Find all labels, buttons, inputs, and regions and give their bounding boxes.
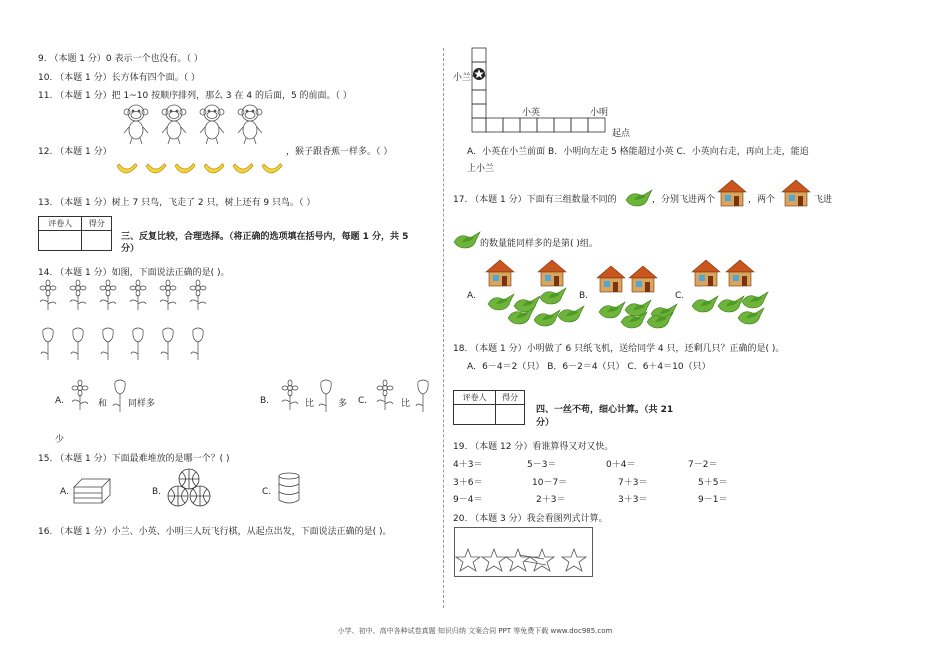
- section-4-heading-cont: 分）: [536, 418, 555, 428]
- question-14: 14. （本题 1 分）如图，下面说法正确的是( )。: [38, 268, 230, 278]
- q17-group-a-image: [484, 258, 584, 324]
- grader-label: 评卷人: [454, 391, 496, 405]
- grader-table: [38, 216, 112, 251]
- q15-option-b-letter: B.: [152, 487, 162, 497]
- cylinder-icon: [277, 472, 301, 506]
- question-12-number: 12. （本题 1 分）: [38, 147, 112, 157]
- question-20: 20. （本题 3 分）我会看图列式计算。: [453, 514, 608, 524]
- q16-options-cont: 上小兰: [467, 164, 495, 174]
- q14-option-c-cont: 少: [55, 435, 65, 445]
- map-label-xiaoying: 小英: [522, 108, 541, 118]
- q14-option-c-letter: C.: [358, 396, 368, 406]
- calc-item: 9－4＝: [453, 495, 483, 505]
- question-19: 19. （本题 12 分）看谁算得又对又快。: [453, 442, 614, 452]
- q14-b-flower-icon: [280, 380, 300, 414]
- question-13: 13. （本题 1 分）树上 7 只鸟，飞走了 2 只，树上还有 9 只鸟。（ ）: [38, 198, 316, 208]
- question-17-part4: 飞进: [814, 195, 833, 205]
- house-icon: [780, 178, 812, 208]
- q14-b-tulip-icon: [316, 380, 336, 414]
- score-label: 得分: [82, 217, 112, 231]
- calc-item: 4＋3＝: [453, 460, 483, 470]
- question-17-part5: 的数量能同样多的是第( )组。: [480, 239, 598, 249]
- calc-item: 10－7＝: [532, 478, 568, 488]
- monkeys-image: [122, 103, 272, 145]
- flowers-image: [38, 280, 218, 370]
- q14-option-b-than: 比: [305, 399, 315, 409]
- q17-option-b-letter: B.: [579, 291, 589, 301]
- question-16: 16. （本题 1 分）小兰、小英、小明三人玩飞行棋，从起点出发，下面说法正确的是( )。: [38, 527, 392, 537]
- bananas-image: [115, 158, 290, 182]
- grader-table-2: [453, 390, 525, 425]
- q14-a-tulip-icon: [110, 380, 130, 414]
- q17-group-c-image: [690, 258, 780, 324]
- map-label-xiaolan: 小兰: [453, 73, 472, 83]
- q16-options: A．小英在小兰前面 B．小明向左走 5 格能超过小英 C．小英向右走，再向上走，能追: [467, 147, 809, 157]
- calc-item: 3＋3＝: [618, 495, 648, 505]
- calc-item: 5－3＝: [527, 460, 557, 470]
- q14-option-b-text: 多: [338, 399, 348, 409]
- q14-option-b-letter: B.: [260, 396, 270, 406]
- calc-item: 3＋6＝: [453, 478, 483, 488]
- q14-option-c-than: 比: [401, 399, 411, 409]
- question-18: 18. （本题 1 分）小明做了 6 只纸飞机，送给同学 4 只，还剩几只？正确的是( )。: [453, 344, 785, 354]
- question-17-part2: ，分别飞进两个: [652, 195, 716, 205]
- score-label: 得分: [496, 391, 525, 405]
- q15-option-c-letter: C.: [262, 487, 272, 497]
- bird-icon: [624, 186, 654, 208]
- calc-item: 0＋4＝: [606, 460, 636, 470]
- bird-icon: [452, 228, 482, 250]
- q18-options: A．6－4＝2（只） B．6－2＝4（只） C．6＋4＝10（只）: [467, 362, 711, 372]
- section-3-heading-cont: 分）: [121, 244, 140, 254]
- question-9: 9. （本题 1 分）0 表示一个也没有。（ ）: [38, 54, 203, 64]
- question-15: 15. （本题 1 分）下面最难堆放的是哪一个？( ): [38, 454, 230, 464]
- house-icon: [716, 178, 748, 208]
- stars-box: [454, 527, 594, 577]
- q17-option-a-letter: A.: [467, 291, 476, 301]
- q14-option-a-and: 和: [98, 399, 108, 409]
- calc-item: 5＋5＝: [698, 478, 728, 488]
- question-12-text: ，猴子跟香蕉一样多。（ ）: [286, 147, 393, 157]
- calc-item: 2＋3＝: [536, 495, 566, 505]
- section-4-heading: 四、一丝不苟，细心计算。（共 21: [536, 405, 674, 415]
- question-11: 11. （本题 1 分）把 1~10 按顺序排列，那么 3 在 4 的后面，5 的前面。（ ）: [38, 91, 352, 101]
- q17-option-c-letter: C.: [675, 291, 685, 301]
- q14-c-tulip-icon: [413, 380, 433, 414]
- game-board-map: [472, 48, 612, 138]
- map-label-xiaoming: 小明: [590, 108, 609, 118]
- q14-c-flower-icon: [375, 380, 395, 414]
- grader-label: 评卷人: [39, 217, 82, 231]
- section-3-heading: 三、反复比较，合理选择。（将正确的选项填在括号内，每题 1 分，共 5: [121, 232, 409, 242]
- page-footer: 小学、初中、高中各种试卷真题 知识归纳 文案合同 PPT 等免费下载 www.doc985.com: [337, 627, 613, 635]
- calc-item: 7＋3＝: [618, 478, 648, 488]
- question-17-part3: ，两个: [748, 195, 776, 205]
- q14-a-flower-icon: [70, 380, 90, 414]
- question-10: 10. （本题 1 分）长方体有四个面。（ ）: [38, 73, 200, 83]
- calc-item: 7－2＝: [688, 460, 718, 470]
- calc-item: 9－1＝: [698, 495, 728, 505]
- column-divider: [443, 48, 444, 608]
- balls-icon: [166, 468, 212, 508]
- q14-option-a-letter: A.: [55, 396, 64, 406]
- question-17-part1: 17. （本题 1 分）下面有三组数量不同的: [453, 195, 617, 205]
- cuboid-icon: [72, 477, 112, 505]
- map-label-start: 起点: [612, 129, 631, 139]
- q14-option-a-text: 同样多: [128, 399, 156, 409]
- q15-option-a-letter: A.: [60, 487, 69, 497]
